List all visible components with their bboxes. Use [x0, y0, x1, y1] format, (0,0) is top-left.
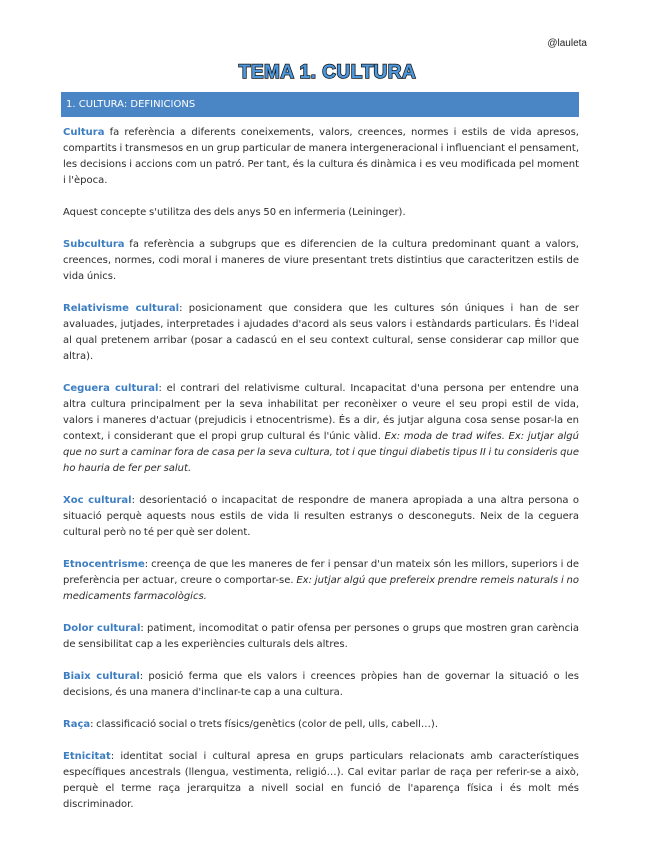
definition-relativisme [63, 301, 579, 365]
definition-text: : el contrari del relativisme cultural. Incapacitat d'una persona per entendre una altra cultura principalment per la seva inhabilitat per reconèixer o veure el seu propi estil de vida, valors i maneres d'actuar (prejudicis i etnocentrisme). És a dir, és jutjar alguna cosa sense posar-la en context, i considerant que el propi grup cultural és l'únic vàlid. [63, 383, 579, 442]
definition-raca [63, 717, 579, 733]
term: Ceguera cultural [63, 383, 159, 394]
definition-xoc [63, 493, 579, 541]
term: Cultura [63, 127, 105, 138]
example-text: Ex: moda de trad wifes. Ex: jutjar algú que no surt a caminar fora de casa per la seva cultura, tot i que tingui diabetis tipus II i tu consideris que ho hauria de fer per salut. [63, 431, 579, 474]
author-handle: @lauleta [547, 38, 587, 49]
term: Biaix cultural [63, 671, 140, 682]
definition-text: : posició ferma que els valors i creences pròpies han de governar la situació o les decisions, és una manera d'inclinar-te cap a una cultura. [63, 671, 580, 698]
term: Raça [63, 719, 91, 730]
term: Etnocentrisme [63, 559, 145, 570]
definition-text: fa referència a subgrups que es diferencien de la cultura predominant quant a valors, creences, normes, codi moral i maneres de viure presentant trets distintius que caracteritzen estils de vida únics. [63, 239, 579, 282]
definition-ceguera [63, 381, 579, 477]
definition-etnicitat [63, 749, 579, 813]
example-text: Ex: jutjar algú que prefereix prendre remeis naturals i no medicaments farmacològics. [63, 575, 579, 602]
definition-text: : desorientació o incapacitat de respondre de manera apropiada a una altra persona o situació perquè aquests nous estils de vida li resulten estranys o desconeguts. Neix de la ceguera cultural però no té per què ser dolent. [63, 495, 579, 538]
definition-subcultura [63, 237, 579, 285]
page-title: TEMA 1. CULTURA [238, 62, 417, 83]
definition-biaix [63, 669, 579, 701]
definition-dolor [63, 621, 579, 653]
definition-text: fa referència a diferents coneixements, valors, creences, normes i estils de vida apresos, compartits i transmesos en un grup particular de manera intergeneracional i influenciant el pensament, les decisions i accions com un patró. Per tant, és la cultura és dinàmica i es veu modificada pel moment i l'època. [63, 127, 579, 186]
definition-text: : classificació social o trets físics/genètics (color de pell, ulls, cabell…). [90, 719, 438, 730]
definition-etnocentrisme [63, 557, 579, 605]
term: Subcultura [63, 239, 125, 250]
definition-text: : identitat social i cultural apresa en grups particulars relacionats amb característiques específiques ancestrals (llengua, vestimenta, religió…). Cal evitar parlar de raça per referir-se a això, perquè el terme raça jerarquitza a nivell social en funció de l'aparença física i és molt més discriminador. [63, 751, 579, 810]
note-leininger [63, 205, 579, 221]
definition-text: : posicionament que considera que les cultures són úniques i han de ser avaluades, jutjades, interpretades i ajudades d'acord als seus valors i estàndards particulars. És l'ideal al qual pretenem arribar (posar a cadascú en el seu context cultural, sense considerar cap millor que altra). [63, 303, 579, 362]
document-body [63, 125, 579, 829]
definition-text: Aquest concepte s'utilitza des dels anys 50 en infermeria (Leininger). [63, 207, 406, 218]
term: Xoc cultural [63, 495, 132, 506]
definition-text: : patiment, incomoditat o patir ofensa per persones o grups que mostren gran carència de sensibilitat cap a les experiències culturals dels altres. [63, 623, 579, 650]
term: Dolor cultural [63, 623, 141, 634]
term: Etnicitat [63, 751, 111, 762]
definition-text: : creença de que les maneres de fer i pensar d'un mateix són les millors, superiors i de preferència per actuar, creure o comportar-se. [63, 559, 579, 586]
term: Relativisme cultural [63, 303, 180, 314]
definition-cultura [63, 125, 579, 189]
section-heading: 1. CULTURA: DEFINICIONS [61, 92, 579, 117]
